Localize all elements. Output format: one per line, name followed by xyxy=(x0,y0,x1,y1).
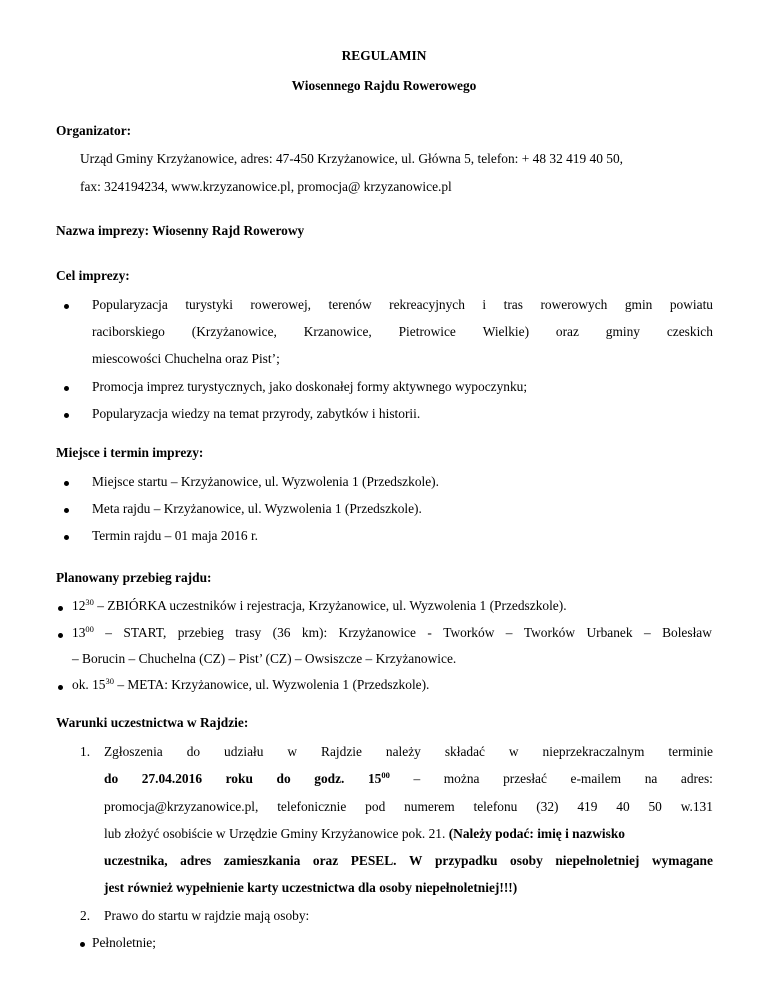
schedule-item-start-line-2: – Borucin – Chuchelna (CZ) – Pist’ (CZ) – Owsiszcze – Krzyżanowice. xyxy=(72,651,457,666)
goal-heading: Cel imprezy: xyxy=(56,268,130,283)
condition-1-line-6: jest również wypełnienie karty uczestnictwa dla osoby niepełnoletniej!!!) xyxy=(104,880,518,895)
condition-2-text: Prawo do startu w rajdzie mają osoby: xyxy=(104,908,310,923)
bullet-icon xyxy=(64,413,69,418)
organizer-line-2: fax: 324194234, www.krzyzanowice.pl, promocja@ krzyzanowice.pl xyxy=(80,179,452,194)
condition-1-line-4: lub złożyć osobiście w Urzędzie Gminy Krzyżanowice pok. 21. (Należy podać: imię i nazwisko xyxy=(104,826,625,841)
goal-item-1-line-3: miescowości Chuchelna oraz Pist’; xyxy=(92,351,280,366)
goal-item-3: Popularyzacja wiedzy na temat przyrody, zabytków i historii. xyxy=(92,406,421,421)
bullet-icon xyxy=(64,304,69,309)
conditions-heading: Warunki uczestnictwa w Rajdzie: xyxy=(56,715,249,730)
bullet-icon xyxy=(58,606,63,611)
schedule-heading: Planowany przebieg rajdu: xyxy=(56,570,212,585)
condition-2-bullet-adults: Pełnoletnie; xyxy=(92,935,156,950)
bullet-icon xyxy=(64,508,69,513)
goal-item-1-line-2: raciborskiego (Krzyżanowice, Krzanowice, Pietrowice Wielkie) oraz gminy czeskich xyxy=(92,324,713,339)
organizer-heading: Organizator: xyxy=(56,123,132,138)
organizer-line-1: Urząd Gminy Krzyżanowice, adres: 47-450 Krzyżanowice, ul. Główna 5, telefon: + 48 32 419 40 50, xyxy=(80,151,624,166)
condition-2-number: 2. xyxy=(80,908,91,923)
event-name: Nazwa imprezy: Wiosenny Rajd Rowerowy xyxy=(56,223,305,238)
condition-1-number: 1. xyxy=(80,744,91,759)
condition-1-line-1: Zgłoszenia do udziału w Rajdzie należy składać w nieprzekraczalnym terminie xyxy=(104,744,713,759)
place-item-date: Termin rajdu – 01 maja 2016 r. xyxy=(92,528,259,543)
bullet-icon xyxy=(64,535,69,540)
bullet-icon xyxy=(80,942,85,947)
place-item-finish: Meta rajdu – Krzyżanowice, ul. Wyzwolenia 1 (Przedszkole). xyxy=(92,501,422,516)
place-heading: Miejsce i termin imprezy: xyxy=(56,445,204,460)
place-item-start: Miejsce startu – Krzyżanowice, ul. Wyzwolenia 1 (Przedszkole). xyxy=(92,474,439,489)
bullet-icon xyxy=(64,481,69,486)
goal-item-1-line-1: Popularyzacja turystyki rowerowej, terenów rekreacyjnych i tras rowerowych gmin powiatu xyxy=(92,297,713,312)
document-title: REGULAMIN xyxy=(341,48,427,63)
schedule-item-gathering: $12^{30}$ – ZBIÓRKA uczestników i rejestracja, Krzyżanowice, ul. Wyzwolenia 1 (Przedszkole). xyxy=(72,597,567,613)
bullet-icon xyxy=(58,633,63,638)
bullet-icon xyxy=(58,685,63,690)
document-subtitle: Wiosennego Rajdu Rowerowego xyxy=(291,78,477,93)
condition-1-line-2: do 27.04.2016 roku do godz. $15^{00}$ – można przesłać e-mailem na adres: xyxy=(104,770,713,786)
condition-1-line-5: uczestnika, adres zamieszkania oraz PESEL. W przypadku osoby niepełnoletniej wymagane xyxy=(104,853,713,868)
bullet-icon xyxy=(64,386,69,391)
schedule-item-start-line-1: $13^{00}$ – START, przebieg trasy (36 km): Krzyżanowice - Tworków – Tworków Urbanek – Bolesław xyxy=(72,624,712,640)
schedule-item-finish: ok. $15^{30}$ – META: Krzyżanowice, ul. Wyzwolenia 1 (Przedszkole). xyxy=(72,676,430,692)
condition-1-line-3: promocja@krzyzanowice.pl, telefonicznie pod numerem telefonu (32) 419 40 50 w.131 xyxy=(104,799,713,814)
goal-item-2: Promocja imprez turystycznych, jako doskonałej formy aktywnego wypoczynku; xyxy=(92,379,528,394)
